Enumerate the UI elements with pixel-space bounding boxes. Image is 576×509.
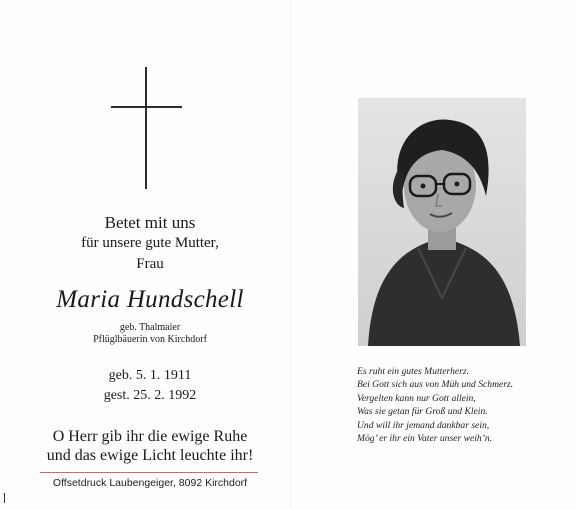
poem-line: Vergelten kann nur Gott allein,: [357, 392, 476, 404]
deceased-name: Maria Hundschell: [56, 286, 244, 313]
poem-line: Was sie getan für Groß und Klein.: [357, 406, 488, 418]
death-date: gest. 25. 2. 1992: [103, 388, 197, 403]
for-line: für unsere gute Mutter,: [81, 235, 219, 251]
poem-line: Und will ihr jemand dankbar sein,: [357, 419, 490, 431]
poem-line: Es ruht ein gutes Mutterherz.: [357, 366, 470, 377]
occupation: Pflüglbäuerin von Kirchdorf: [93, 334, 207, 345]
portrait-image: [358, 98, 526, 346]
maiden-name: geb. Thalmaier: [119, 322, 181, 333]
fold-line: [290, 0, 291, 509]
divider-line: [40, 472, 258, 473]
scan-mark: [4, 493, 5, 503]
prayer-intro: Betet mit uns: [104, 213, 196, 232]
poem-line: Bei Gott sich aus von Müh und Schmerz.: [357, 379, 514, 391]
closing-prayer-line-1: O Herr gib ihr die ewige Ruhe: [52, 428, 248, 445]
cross-horizontal-bar: [111, 106, 182, 108]
memorial-poem: [357, 365, 567, 445]
birth-date: geb. 5. 1. 1911: [108, 368, 192, 383]
cross-vertical-bar: [145, 67, 147, 189]
printer-credit: Offsetdruck Laubengeiger, 8092 Kirchdorf: [52, 477, 248, 489]
poem-line: Mög’ er ihr ein Vater unser weih’n.: [357, 433, 493, 445]
closing-prayer-line-2: und das ewige Licht leuchte ihr!: [46, 447, 254, 464]
portrait-photo: [358, 98, 526, 346]
title-line: Frau: [136, 256, 164, 272]
